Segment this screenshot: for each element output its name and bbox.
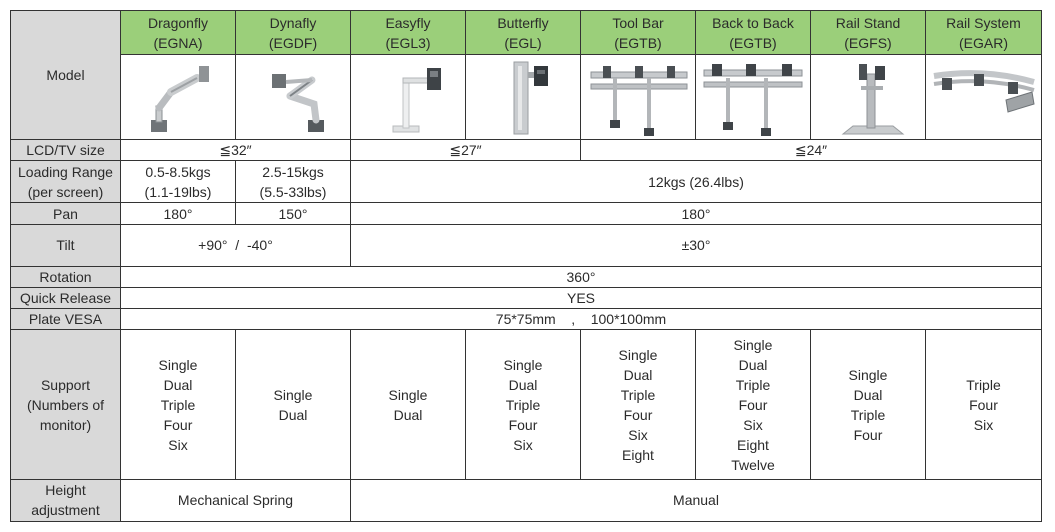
rail-stand-icon bbox=[813, 56, 925, 138]
support-item: Dual bbox=[393, 406, 423, 423]
support-item: Six bbox=[168, 436, 188, 453]
pan-row bbox=[11, 203, 1042, 224]
support-value bbox=[811, 330, 926, 479]
vesa-value: 75*75mm , 100*100mm bbox=[121, 309, 1042, 330]
support-value bbox=[926, 330, 1042, 479]
product-image-cell bbox=[926, 55, 1042, 140]
support-label-line: Support bbox=[40, 376, 91, 393]
product-name: Dragonfly bbox=[148, 14, 208, 31]
support-item: Single bbox=[848, 366, 888, 383]
model-label: Model bbox=[11, 11, 121, 140]
support-value bbox=[351, 330, 466, 479]
quick-release-row bbox=[11, 288, 1042, 309]
support-item: Single bbox=[503, 356, 543, 373]
loading-label-line: (per screen) bbox=[27, 183, 104, 200]
butterfly-pole-icon bbox=[468, 56, 580, 138]
product-header-tool-bar bbox=[581, 11, 696, 55]
support-value bbox=[121, 330, 236, 479]
product-code: (EGTB) bbox=[614, 34, 662, 51]
product-name: Back to Back bbox=[712, 14, 794, 31]
product-code: (EGFS) bbox=[844, 34, 892, 51]
product-image-cell bbox=[811, 55, 926, 140]
support-item: Six bbox=[973, 416, 994, 433]
support-item: Triple bbox=[620, 386, 656, 403]
product-header-rail-stand bbox=[811, 11, 926, 55]
product-header-dynafly bbox=[236, 11, 351, 55]
loading-value-dynafly bbox=[236, 161, 351, 203]
support-item: Four bbox=[163, 416, 193, 433]
product-code: (EGL) bbox=[504, 34, 542, 51]
lcd-value: ≦32″ bbox=[121, 140, 351, 161]
pan-value: 180° bbox=[351, 203, 1042, 224]
support-item: Six bbox=[513, 436, 533, 453]
spec-table bbox=[10, 10, 1042, 522]
product-code: (EGDF) bbox=[268, 34, 318, 51]
support-item: Four bbox=[969, 396, 998, 413]
support-item: Dual bbox=[738, 356, 768, 373]
pan-value: 180° bbox=[121, 203, 236, 224]
support-item: Dual bbox=[853, 386, 883, 403]
rotation-row bbox=[11, 266, 1042, 287]
loading-kg: 2.5-15kgs bbox=[262, 163, 324, 180]
image-row bbox=[11, 55, 1042, 140]
support-value bbox=[466, 330, 581, 479]
product-name: Rail Stand bbox=[835, 14, 901, 31]
dynafly-arm-icon bbox=[238, 56, 350, 138]
support-item: Dual bbox=[623, 366, 653, 383]
loading-value-rest: 12kgs (26.4lbs) bbox=[351, 161, 1042, 203]
loading-lbs: (1.1-19lbs) bbox=[144, 183, 212, 200]
support-item: Four bbox=[853, 426, 883, 443]
support-label-line: monitor) bbox=[39, 416, 92, 433]
quick-release-label: Quick Release bbox=[11, 288, 121, 309]
tool-bar-icon bbox=[583, 56, 695, 138]
height-label bbox=[11, 479, 121, 521]
height-value: Manual bbox=[351, 479, 1042, 521]
support-item: Triple bbox=[505, 396, 541, 413]
product-image-cell bbox=[696, 55, 811, 140]
vesa-row bbox=[11, 309, 1042, 330]
tilt-value: +90° / -40° bbox=[121, 224, 351, 266]
product-image-cell bbox=[581, 55, 696, 140]
product-name: Easyfly bbox=[385, 14, 431, 31]
rail-system-icon bbox=[928, 56, 1040, 138]
support-item: Twelve bbox=[731, 456, 775, 473]
height-row bbox=[11, 479, 1042, 521]
support-item: Six bbox=[743, 416, 763, 433]
product-image-cell bbox=[236, 55, 351, 140]
lcd-value: ≦27″ bbox=[351, 140, 581, 161]
product-code: (EGAR) bbox=[959, 34, 1008, 51]
support-item: Dual bbox=[508, 376, 538, 393]
height-label-line: adjustment bbox=[31, 502, 100, 519]
support-item: Triple bbox=[160, 396, 196, 413]
rotation-value: 360° bbox=[121, 266, 1042, 287]
tilt-label: Tilt bbox=[11, 224, 121, 266]
pan-value: 150° bbox=[236, 203, 351, 224]
support-value bbox=[696, 330, 811, 479]
support-item: Four bbox=[508, 416, 538, 433]
product-header-butterfly bbox=[466, 11, 581, 55]
tilt-value: ±30° bbox=[351, 224, 1042, 266]
product-image-cell bbox=[121, 55, 236, 140]
support-value bbox=[236, 330, 351, 479]
support-item: Single bbox=[733, 336, 773, 353]
lcd-row bbox=[11, 140, 1042, 161]
product-header-easyfly bbox=[351, 11, 466, 55]
support-item: Four bbox=[738, 396, 768, 413]
support-item: Single bbox=[618, 346, 658, 363]
header-row bbox=[11, 11, 1042, 55]
support-item: Triple bbox=[966, 376, 1001, 393]
product-name: Rail System bbox=[946, 14, 1021, 31]
product-name: Butterfly bbox=[497, 14, 549, 31]
height-value: Mechanical Spring bbox=[121, 479, 351, 521]
support-row bbox=[11, 330, 1042, 479]
product-name: Dynafly bbox=[269, 14, 317, 31]
support-value bbox=[581, 330, 696, 479]
loading-value-dragonfly bbox=[121, 161, 236, 203]
support-item: Triple bbox=[735, 376, 771, 393]
support-item: Dual bbox=[278, 406, 308, 423]
product-code: (EGL3) bbox=[385, 34, 431, 51]
product-image-cell bbox=[466, 55, 581, 140]
loading-lbs: (5.5-33lbs) bbox=[259, 183, 327, 200]
product-name: Tool Bar bbox=[612, 14, 664, 31]
loading-row bbox=[11, 161, 1042, 203]
product-header-dragonfly bbox=[121, 11, 236, 55]
support-label-line: (Numbers of bbox=[26, 396, 105, 413]
product-header-rail-system bbox=[926, 11, 1042, 55]
support-item: Dual bbox=[163, 376, 193, 393]
product-header-back-to-back bbox=[696, 11, 811, 55]
product-code: (EGNA) bbox=[153, 34, 203, 51]
support-item: Triple bbox=[850, 406, 886, 423]
loading-kg: 0.5-8.5kgs bbox=[145, 163, 211, 180]
product-code: (EGTB) bbox=[729, 34, 777, 51]
rotation-label: Rotation bbox=[11, 266, 121, 287]
support-item: Single bbox=[158, 356, 198, 373]
height-label-line: Height bbox=[45, 482, 86, 499]
tilt-row bbox=[11, 224, 1042, 266]
support-item: Eight bbox=[737, 436, 769, 453]
lcd-label: LCD/TV size bbox=[11, 140, 121, 161]
support-item: Single bbox=[388, 386, 428, 403]
support-item: Four bbox=[623, 406, 653, 423]
product-image-cell bbox=[351, 55, 466, 140]
dragonfly-arm-icon bbox=[123, 56, 235, 138]
back-to-back-icon bbox=[698, 56, 810, 138]
pan-label: Pan bbox=[11, 203, 121, 224]
quick-release-value: YES bbox=[121, 288, 1042, 309]
support-item: Six bbox=[628, 426, 648, 443]
support-item: Eight bbox=[622, 446, 654, 463]
support-label bbox=[11, 330, 121, 479]
loading-label-line: Loading Range bbox=[18, 163, 113, 180]
loading-label bbox=[11, 161, 121, 203]
support-item: Single bbox=[273, 386, 313, 403]
vesa-label: Plate VESA bbox=[11, 309, 121, 330]
lcd-value: ≦24″ bbox=[581, 140, 1042, 161]
easyfly-arm-icon bbox=[353, 56, 465, 138]
